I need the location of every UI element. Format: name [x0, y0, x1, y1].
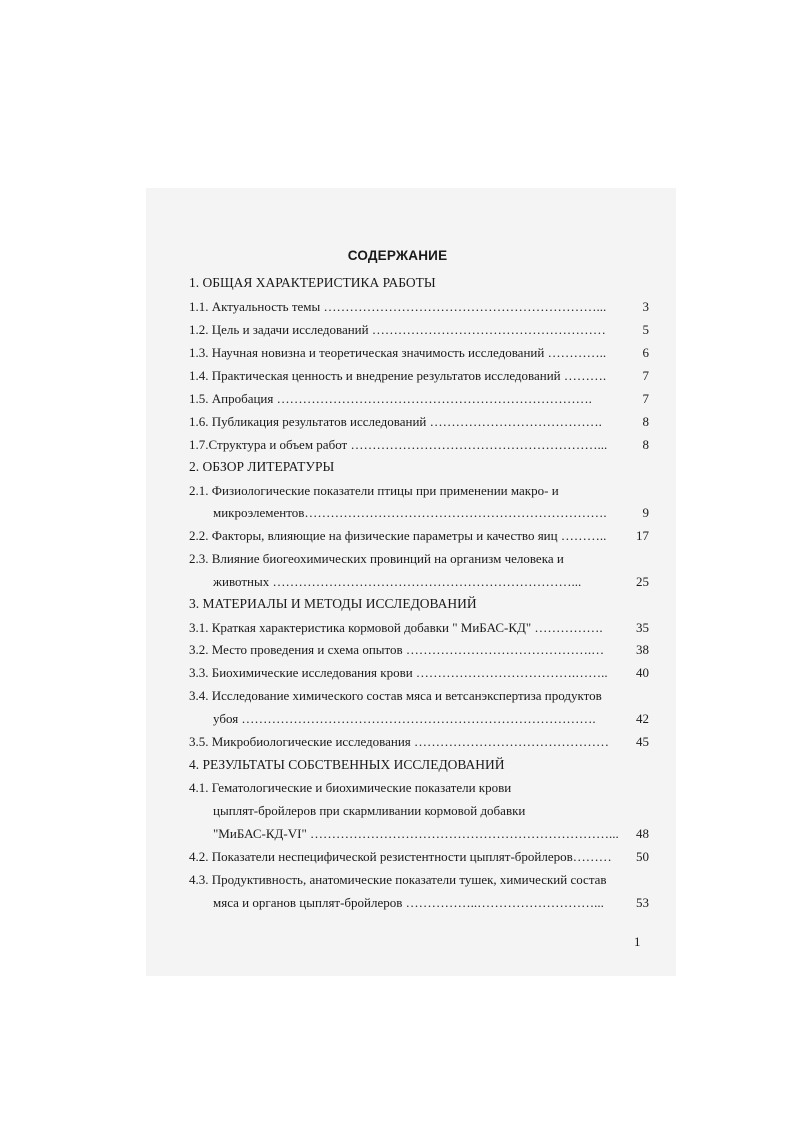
- toc-entry-text: 2.3. Влияние биогеохимических провинций на организм человека и: [189, 551, 564, 566]
- toc-page-number: 50: [636, 849, 649, 864]
- toc-entry-text: 4.1. Гематологические и биохимические показатели крови: [189, 780, 512, 795]
- toc-page-number: 3: [642, 299, 649, 314]
- toc-page-number: 7: [642, 391, 649, 406]
- toc-entry-text: мяса и органов цыплят-бройлеров ……………..………………………...: [213, 895, 604, 910]
- toc-page-number: 8: [642, 414, 649, 429]
- toc-page-number: 17: [636, 528, 649, 543]
- toc-entry-text: "МиБАС-КД-VI" ……………………………………………………………...: [213, 826, 619, 841]
- toc-page-number: 40: [636, 665, 649, 680]
- toc-entry-text: убоя ……………………………………………………………………….: [213, 711, 596, 726]
- toc-entry-text: 3.5. Микробиологические исследования ………………………………………: [189, 734, 610, 749]
- toc-entry-text: 2. ОБЗОР ЛИТЕРАТУРЫ: [189, 459, 335, 474]
- toc-entry-text: 2.1. Физиологические показатели птицы при применении макро- и: [189, 483, 559, 498]
- toc-page-number: 42: [636, 711, 649, 726]
- toc-page-number: 45: [636, 734, 649, 749]
- toc-page-number: 53: [636, 895, 649, 910]
- toc-entry-text: животных ……………………………………………………………...: [213, 574, 582, 589]
- toc-entry-text: 1. ОБЩАЯ ХАРАКТЕРИСТИКА РАБОТЫ: [189, 275, 436, 290]
- toc-page-number: 5: [642, 322, 649, 337]
- toc-page-number: 48: [636, 826, 649, 841]
- toc-page-number: 9: [642, 505, 649, 520]
- toc-entry-text: 1.7.Структура и объем работ …………………………………………………...: [189, 437, 608, 452]
- toc-entry-text: 3. МАТЕРИАЛЫ И МЕТОДЫ ИССЛЕДОВАНИЙ: [189, 596, 477, 611]
- toc-entry-text: 1.2. Цель и задачи исследований ………………………………………………: [189, 322, 606, 337]
- toc-entry-text: цыплят-бройлеров при скармливании кормовой добавки: [213, 803, 526, 818]
- toc-entry-text: 1.1. Актуальность темы ………………………………………………………...: [189, 299, 607, 314]
- toc-entry-text: 3.3. Биохимические исследования крови ……………………………….……..: [189, 665, 608, 680]
- page-number: 1: [634, 934, 641, 949]
- toc-entry-text: 2.2. Факторы, влияющие на физические параметры и качество яиц ………..: [189, 528, 607, 543]
- toc-entry-text: микроэлементов…………………………………………………………….: [213, 505, 607, 520]
- toc-page-number: 6: [642, 345, 649, 360]
- toc-entry-text: 1.5. Апробация ……………………………………………………………….: [189, 391, 592, 406]
- toc-entry-text: 4. РЕЗУЛЬТАТЫ СОБСТВЕННЫХ ИССЛЕДОВАНИЙ: [189, 757, 505, 772]
- toc-entry-text: 3.1. Краткая характеристика кормовой добавки " МиБАС-КД" …………….: [189, 620, 603, 635]
- toc-entry-text: 1.3. Научная новизна и теоретическая значимость исследований …………..: [189, 345, 607, 360]
- toc-page-number: 35: [636, 620, 649, 635]
- toc-page-number: 7: [642, 368, 649, 383]
- toc-entry-text: 4.3. Продуктивность, анатомические показатели тушек, химический состав: [189, 872, 607, 887]
- toc-entry-text: 1.6. Публикация результатов исследований ………………………………….: [189, 414, 602, 429]
- toc-entry-text: 4.2. Показатели неспецифической резистентности цыплят-бройлеров………: [189, 849, 612, 864]
- toc-entry-text: 1.4. Практическая ценность и внедрение результатов исследований ……….: [189, 368, 607, 383]
- toc-title: СОДЕРЖАНИЕ: [347, 248, 448, 263]
- toc-entry-text: 3.4. Исследование химического состав мяса и ветсанэкспертиза продуктов: [189, 688, 602, 703]
- toc-entry-text: 3.2. Место проведения и схема опытов …………………………………….…: [189, 642, 605, 657]
- toc-page-number: 25: [636, 574, 649, 589]
- toc-page-number: 38: [636, 642, 649, 657]
- toc-page-number: 8: [642, 437, 649, 452]
